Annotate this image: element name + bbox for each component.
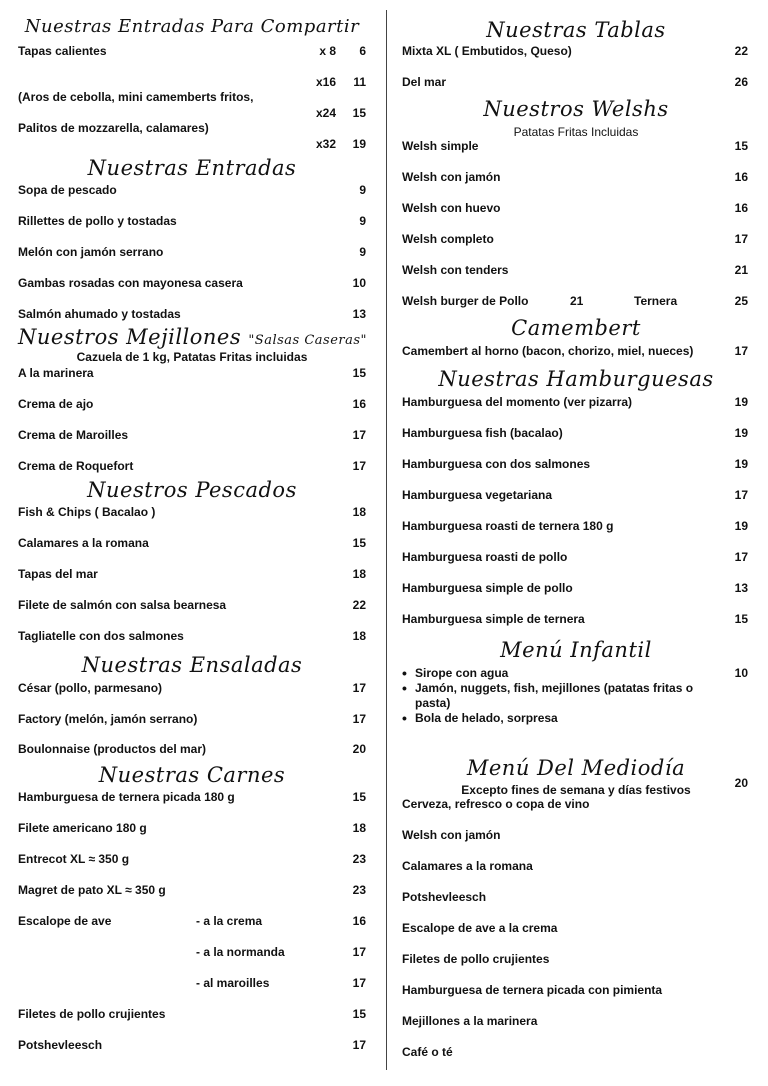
menu-price: 19 [734, 426, 748, 440]
menu-item-option: - a la normanda [196, 945, 285, 959]
menu-price: 26 [734, 75, 748, 89]
title-small: "Salsas Caseras" [248, 333, 368, 348]
menu-price: 15 [734, 612, 748, 626]
menu-item: Filete de salmón con salsa bearnesa [18, 598, 227, 612]
menu-item: Mejillones a la marinera [402, 1014, 538, 1028]
menu-item: Calamares a la romana [18, 536, 149, 550]
menu-item: Filete americano 180 g [18, 821, 147, 835]
size-qty: x16 [315, 75, 336, 89]
bullet-item-continuation: pasta) [415, 696, 451, 710]
section-title-carnes: Nuestras Carnes [98, 763, 286, 787]
menu-price: 16 [734, 170, 748, 184]
menu-price: 17 [352, 945, 366, 959]
menu-item: Welsh con jamón [402, 170, 501, 184]
menu-price: 17 [352, 681, 366, 695]
menu-item: Rillettes de pollo y tostadas [18, 214, 177, 228]
menu-price: 18 [352, 821, 366, 835]
menu-price: 19 [734, 457, 748, 471]
menu-item: A la marinera [18, 366, 94, 380]
section-title-entradas: Nuestras Entradas [87, 156, 297, 180]
menu-item: Gambas rosadas con mayonesa casera [18, 276, 243, 290]
menu-price: 17 [352, 1038, 366, 1052]
menu-item: César (pollo, parmesano) [18, 681, 163, 695]
section-subtitle: Patatas Fritas Incluidas [513, 125, 639, 139]
menu-item: Hamburguesa roasti de pollo [402, 550, 568, 564]
menu-price: 13 [734, 581, 748, 595]
size-qty: x 8 [319, 44, 336, 58]
size-qty: x24 [315, 106, 336, 120]
menu-price: 17 [352, 976, 366, 990]
menu-item: Escalope de ave [18, 914, 112, 928]
menu-item: Crema de Maroilles [18, 428, 129, 442]
menu-price: 13 [352, 307, 366, 321]
menu-price: 25 [734, 294, 748, 308]
menu-price: 17 [734, 344, 748, 358]
menu-item: Hamburguesa simple de ternera [402, 612, 585, 626]
size-qty: x32 [315, 137, 336, 151]
menu-price: 16 [352, 914, 366, 928]
title-main: Nuestros Mejillones [18, 325, 242, 349]
menu-price: 19 [734, 519, 748, 533]
size-price: 15 [352, 106, 366, 120]
bullet-item: • Bola de helado, sorpresa [415, 711, 558, 725]
menu-price: 16 [352, 397, 366, 411]
menu-item: Potshevleesch [402, 890, 487, 904]
section-title-welshs: Nuestros Welshs [483, 97, 669, 121]
bullet-item: • Sirope con agua [415, 666, 508, 680]
menu-item: Welsh con huevo [402, 201, 501, 215]
section-subtitle: Excepto fines de semana y días festivos [461, 783, 691, 797]
menu-item: Mixta XL ( Embutidos, Queso) [402, 44, 572, 58]
menu-price: 16 [734, 201, 748, 215]
menu-item-option: Ternera [634, 294, 678, 308]
menu-price: 17 [734, 550, 748, 564]
menu-price: 15 [734, 139, 748, 153]
menu-price: 23 [352, 883, 366, 897]
menu-price: 18 [352, 567, 366, 581]
menu-price: 19 [734, 395, 748, 409]
menu-item: Hamburguesa roasti de ternera 180 g [402, 519, 614, 533]
menu-item: Escalope de ave a la crema [402, 921, 558, 935]
menu-price: 20 [352, 742, 366, 756]
section-title-tablas: Nuestras Tablas [486, 18, 666, 42]
size-price: 6 [359, 44, 366, 58]
menu-price: 17 [734, 232, 748, 246]
menu-price: 21 [734, 263, 748, 277]
section-title-hamburguesas: Nuestras Hamburguesas [438, 367, 714, 391]
menu-item-option: - a la crema [196, 914, 263, 928]
menu-item: Filetes de pollo crujientes [18, 1007, 166, 1021]
section-title-mejillones [18, 325, 367, 349]
menu-item-description: Palitos de mozzarella, calamares) [18, 121, 209, 135]
section-title-compartir: Nuestras Entradas Para Compartir [24, 16, 360, 37]
section-title-mediodia: Menú Del Mediodía [466, 756, 686, 780]
menu-item: Factory (melón, jamón serrano) [18, 712, 198, 726]
menu-item: Sopa de pescado [18, 183, 117, 197]
menu-item: Hamburguesa simple de pollo [402, 581, 573, 595]
menu-price: 18 [352, 505, 366, 519]
menu-price: 9 [359, 183, 366, 197]
menu-item: Entrecot XL ≈ 350 g [18, 852, 130, 866]
menu-item: Crema de Roquefort [18, 459, 134, 473]
size-price: 11 [353, 75, 366, 89]
menu-item: Welsh con tenders [402, 263, 509, 277]
menu-item: Cerveza, refresco o copa de vino [402, 797, 590, 811]
menu-price: 20 [734, 776, 748, 790]
menu-item-option: - al maroilles [196, 976, 270, 990]
menu-item: Camembert al horno (bacon, chorizo, miel, nueces) [402, 344, 694, 358]
menu-item: Del mar [402, 75, 447, 89]
menu-item: Tapas calientes [18, 44, 107, 58]
menu-price: 21 [570, 294, 584, 308]
menu-price: 22 [734, 44, 748, 58]
menu-price: 9 [359, 214, 366, 228]
menu-item: Tapas del mar [18, 567, 98, 581]
menu-item: Tagliatelle con dos salmones [18, 629, 184, 643]
menu-item: Fish & Chips ( Bacalao ) [18, 505, 156, 519]
menu-item: Melón con jamón serrano [18, 245, 164, 259]
menu-item: Salmón ahumado y tostadas [18, 307, 181, 321]
menu-item: Hamburguesa del momento (ver pizarra) [402, 395, 633, 409]
menu-price: 17 [734, 488, 748, 502]
menu-item: Welsh simple [402, 139, 479, 153]
section-title-camembert: Camembert [511, 316, 641, 340]
section-title-ensaladas: Nuestras Ensaladas [81, 653, 303, 677]
menu-price: 9 [359, 245, 366, 259]
section-title-infantil: Menú Infantil [500, 638, 652, 662]
menu-item: Welsh burger de Pollo [402, 294, 529, 308]
menu-price: 10 [352, 276, 366, 290]
menu-price: 17 [352, 459, 366, 473]
menu-price: 22 [352, 598, 366, 612]
menu-item: Welsh con jamón [402, 828, 501, 842]
menu-price: 15 [352, 366, 366, 380]
bullet-item: • Jamón, nuggets, fish, mejillones (patatas fritas o [415, 681, 693, 695]
menu-price: 15 [352, 790, 366, 804]
menu-item: Hamburguesa de ternera picada 180 g [18, 790, 235, 804]
menu-price: 18 [352, 629, 366, 643]
column-divider [386, 10, 387, 1070]
menu-price: 10 [734, 666, 748, 680]
menu-item: Hamburguesa fish (bacalao) [402, 426, 563, 440]
menu-price: 17 [352, 428, 366, 442]
menu-item: Filetes de pollo crujientes [402, 952, 550, 966]
menu-item: Hamburguesa vegetariana [402, 488, 553, 502]
menu-item: Hamburguesa de ternera picada con pimienta [402, 983, 663, 997]
menu-item: Calamares a la romana [402, 859, 533, 873]
menu-item: Magret de pato XL ≈ 350 g [18, 883, 166, 897]
menu-item: Welsh completo [402, 232, 494, 246]
section-subtitle: Cazuela de 1 kg, Patatas Fritas incluidas [76, 350, 308, 364]
menu-item: Boulonnaise (productos del mar) [18, 742, 207, 756]
section-title-pescados: Nuestros Pescados [87, 478, 297, 502]
menu-price: 15 [352, 1007, 366, 1021]
menu-price: 15 [352, 536, 366, 550]
menu-price: 17 [352, 712, 366, 726]
menu-item: Hamburguesa con dos salmones [402, 457, 591, 471]
size-price: 19 [352, 137, 366, 151]
menu-item-description: (Aros de cebolla, mini camemberts fritos, [18, 90, 254, 104]
menu-item: Café o té [402, 1045, 453, 1059]
menu-price: 23 [352, 852, 366, 866]
menu-item: Crema de ajo [18, 397, 94, 411]
menu-item: Potshevleesch [18, 1038, 103, 1052]
